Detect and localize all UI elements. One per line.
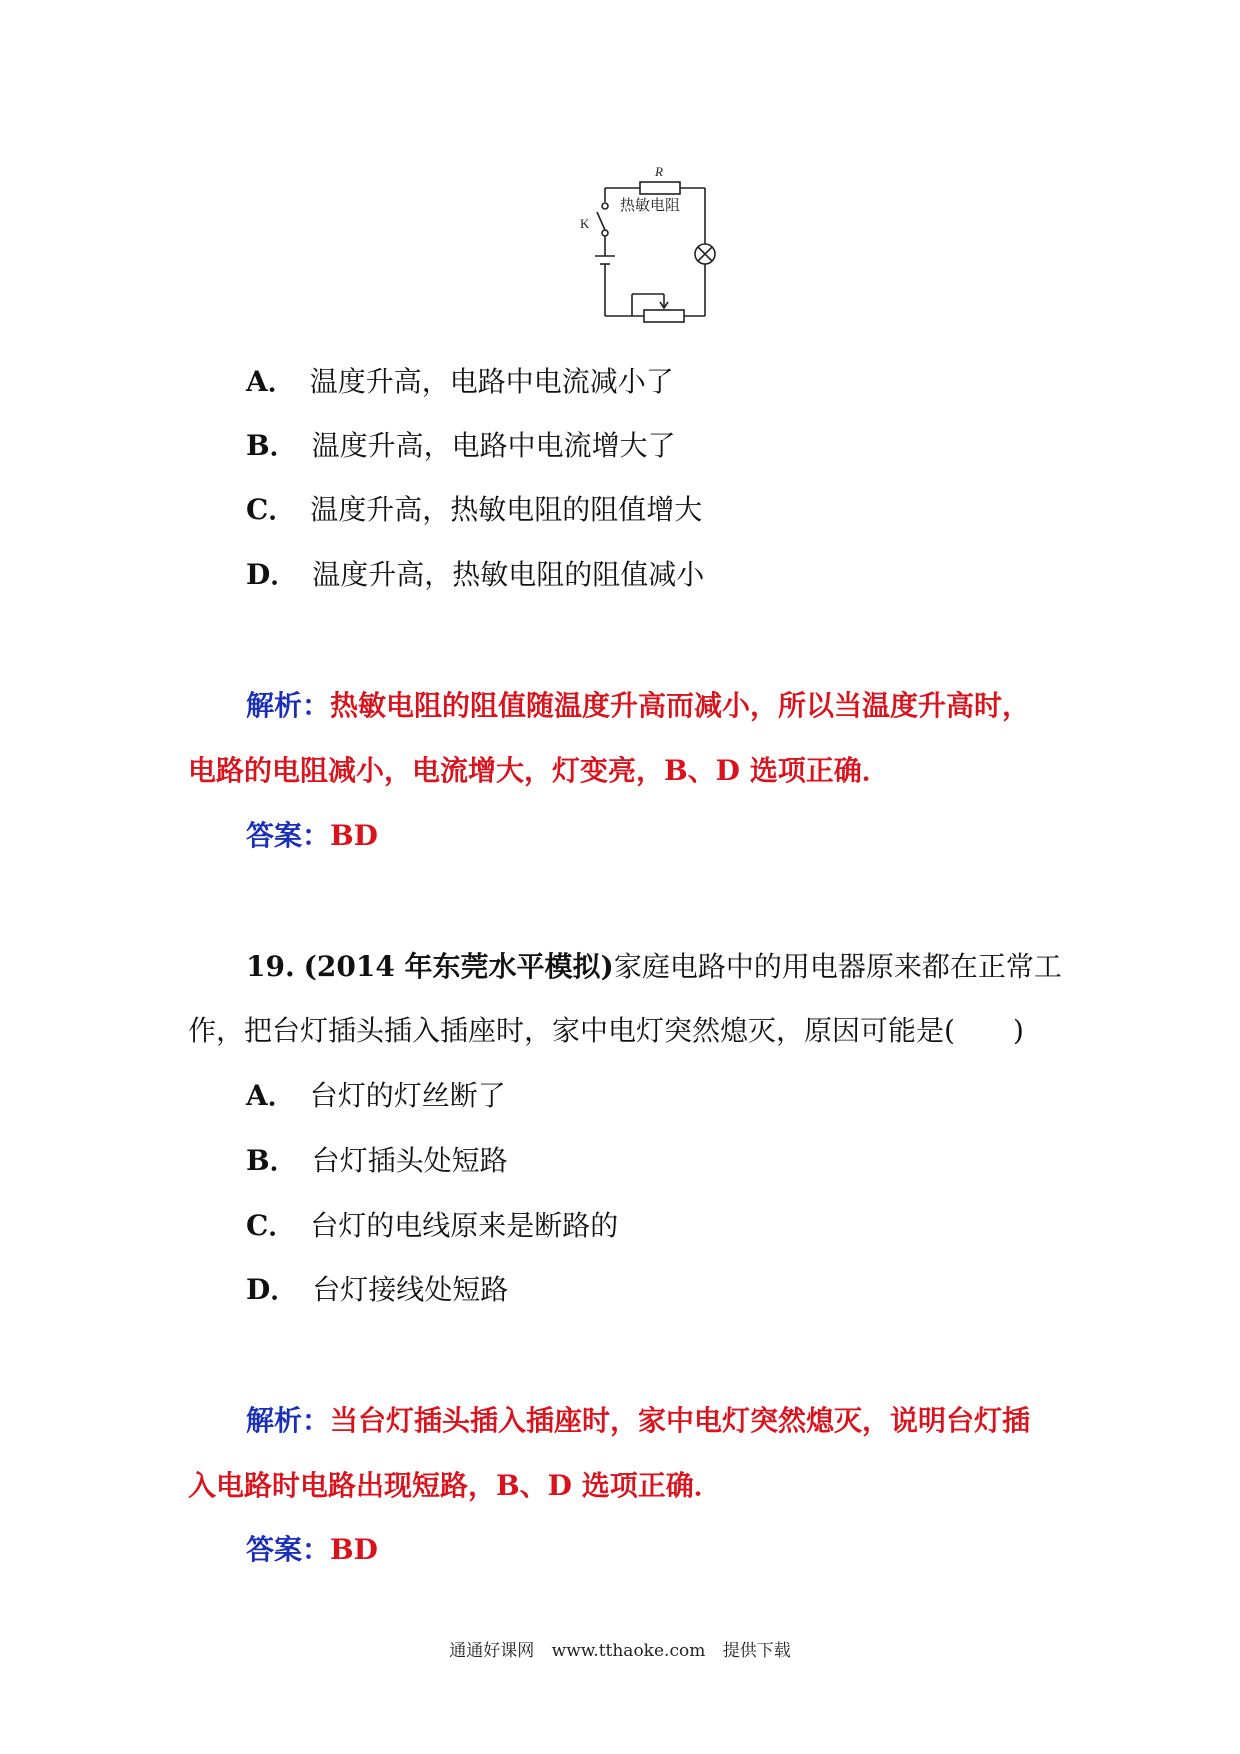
answer-label: 答案：: [246, 819, 331, 852]
question-source: (2014 年东莞水平模拟): [303, 950, 614, 983]
q19-analysis-line1: [246, 1401, 1030, 1441]
analysis-text: 入电路时电路出现短路，B、D 选项正确．: [188, 1469, 722, 1502]
answer-label: 答案：: [246, 1533, 331, 1566]
q19-option-a: [246, 1076, 506, 1116]
option-label: C．: [246, 1209, 297, 1242]
q18-option-b: [246, 426, 676, 466]
q19-option-d: [246, 1270, 508, 1310]
option-label: D．: [246, 558, 299, 591]
switch-contact-icon: [602, 203, 608, 209]
option-text: 温度升高，热敏电阻的阻值减小: [312, 558, 705, 591]
question-stem-end: ): [1012, 1014, 1024, 1047]
question-number: 19.: [246, 950, 295, 983]
resistor-label: R: [655, 164, 663, 179]
resistor-r-icon: [640, 182, 680, 194]
option-label: B．: [246, 1144, 298, 1177]
option-text: 台灯插头处短路: [311, 1144, 508, 1177]
q19-stem-line1: [246, 947, 1062, 987]
footer-provider: 提供下载: [722, 1641, 791, 1661]
option-label: C．: [246, 493, 297, 526]
answer-value: BD: [330, 1533, 378, 1566]
analysis-text: 电路的电阻减小，电流增大，灯变亮，B、D 选项正确．: [188, 754, 890, 787]
option-text: 台灯的电线原来是断路的: [310, 1209, 619, 1242]
footer-url: www.tthaoke.com: [551, 1641, 706, 1661]
analysis-label: 解析：: [246, 1404, 331, 1437]
option-label: A．: [246, 365, 296, 398]
switch-label: K: [580, 216, 590, 231]
question-stem: 作，把台灯插头插入插座时，家中电灯突然熄灭，原因可能是(: [188, 1014, 955, 1047]
q18-analysis-line1: [246, 686, 1030, 726]
switch-k-icon: [597, 212, 605, 230]
q19-option-c: [246, 1206, 618, 1246]
option-text: 温度升高，电路中电流增大了: [311, 429, 676, 462]
analysis-text: 热敏电阻的阻值随温度升高而减小，所以当温度升高时，: [330, 689, 1031, 722]
analysis-label: 解析：: [246, 689, 331, 722]
option-text: 温度升高，热敏电阻的阻值增大: [310, 493, 703, 526]
footer-site-name: 通通好课网: [449, 1641, 535, 1661]
q18-option-d: [246, 555, 704, 595]
q19-analysis-line2: [188, 1466, 722, 1506]
analysis-text: 当台灯插头插入插座时，家中电灯突然熄灭，说明台灯插: [330, 1404, 1031, 1437]
answer-value: BD: [330, 819, 378, 852]
rheostat-icon: [644, 310, 684, 322]
option-label: B．: [246, 429, 298, 462]
q18-analysis-line2: [188, 751, 890, 791]
q19-answer: [246, 1530, 378, 1570]
q18-answer: [246, 816, 378, 856]
option-text: 温度升高，电路中电流减小了: [309, 365, 674, 398]
option-text: 台灯的灯丝断了: [309, 1079, 506, 1112]
circuit-diagram: [560, 158, 730, 328]
option-label: A．: [246, 1079, 296, 1112]
q19-stem-line2: [188, 1011, 1024, 1051]
thermistor-label: 热敏电阻: [620, 196, 681, 214]
q18-option-a: [246, 362, 674, 402]
option-label: D．: [246, 1273, 299, 1306]
page-footer: [0, 1636, 1240, 1661]
question-stem: 家庭电路中的用电器原来都在正常工: [613, 950, 1062, 983]
q19-option-b: [246, 1141, 508, 1181]
option-text: 台灯接线处短路: [312, 1273, 509, 1306]
q18-option-c: [246, 490, 702, 530]
